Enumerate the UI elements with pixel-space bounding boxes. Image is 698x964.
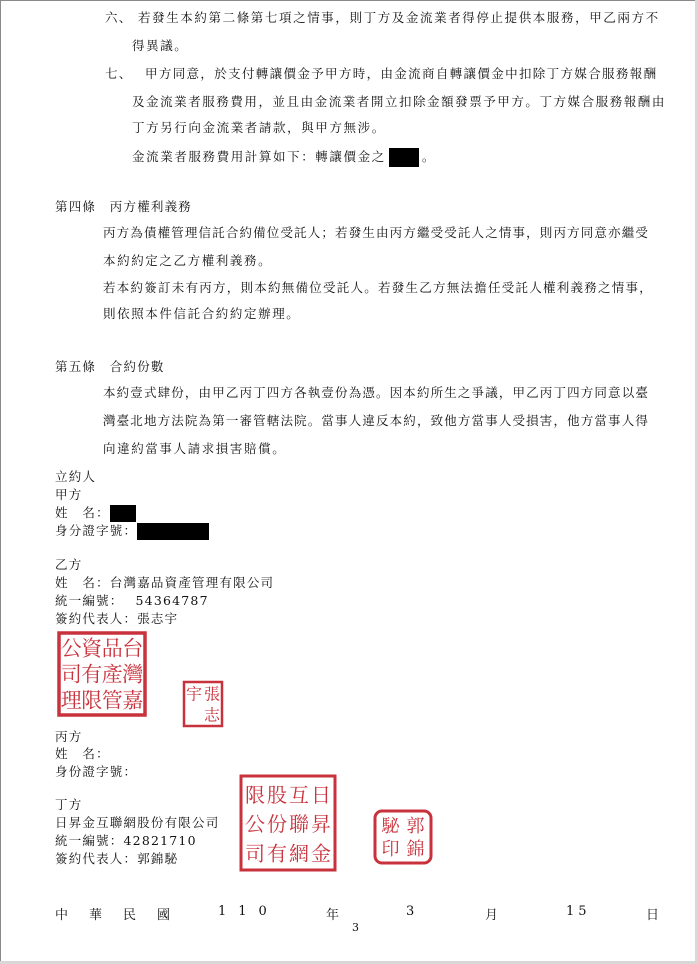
item6-number: 六、 — [105, 10, 133, 25]
party-a-name-label: 姓 名： — [55, 505, 110, 520]
item7-line: 丁方另行向金流業者請款，與甲方無涉。 — [132, 120, 386, 135]
seal-glyph: 駜 — [381, 815, 400, 837]
seal-glyph: 產 — [101, 662, 123, 687]
party-d-reg: 42821710 — [123, 833, 197, 848]
date-month: 3 — [406, 904, 415, 919]
party-d-reg-label: 統一編號： — [55, 833, 124, 848]
party-a-label: 甲方 — [55, 487, 83, 502]
seal-glyph: 網 — [289, 841, 309, 866]
seal-glyph: 股 — [267, 782, 287, 807]
party-b-rep-label: 簽約代表人： — [55, 611, 138, 626]
article4-text-line: 若本約簽訂未有丙方，則本約無備位受託人。若發生乙方無法擔任受託人權利義務之情事， — [103, 280, 654, 295]
date-day-unit: 日 — [646, 908, 660, 923]
seal-glyph: 理 — [60, 688, 82, 713]
seal-glyph: 錦 — [406, 838, 425, 860]
item7-line: 甲方同意，於支付轉讓價金予甲方時，由金流商自轉讓價金中扣除丁方媒合服務報酬 — [145, 66, 658, 81]
party-a-id-label: 身分證字號： — [55, 523, 138, 538]
article5-heading: 第五條 合約份數 — [55, 359, 165, 374]
date-month-unit: 月 — [485, 908, 499, 923]
seal-glyph: 份 — [267, 812, 287, 837]
seal-glyph: 有 — [81, 662, 103, 687]
seal-glyph: 日 — [311, 782, 331, 807]
date-year: 110 — [218, 904, 279, 919]
signatories-title: 立約人 — [55, 469, 97, 484]
seal-glyph: 灣 — [122, 662, 144, 687]
seal-glyph: 互 — [289, 782, 309, 807]
seal-glyph: 公 — [245, 812, 265, 837]
party-b-name-label: 姓 名： — [55, 575, 110, 590]
item7-line: 及金流業者服務費用，並且由金流業者開立扣除金額發票予甲方。丁方媒合服務報酬由 — [132, 94, 666, 109]
date-era: 中 華 民 國 — [55, 908, 175, 923]
party-b-name-row — [55, 575, 274, 591]
item6-line: 若發生本約第二條第七項之情事，則丁方及金流業者得停止提供本服務，甲乙兩方不 — [138, 10, 660, 25]
seal-glyph: 金 — [311, 841, 331, 866]
seal-glyph: 印 — [381, 838, 400, 860]
party-d-rep-label: 簽約代表人： — [55, 851, 138, 866]
party-b-reg-row — [55, 593, 209, 609]
party-b-reg: 54364787 — [135, 593, 209, 608]
redaction-box — [110, 505, 136, 522]
item6-line: 得異議。 — [132, 38, 189, 53]
seal-glyph: 品 — [101, 636, 123, 661]
article5-text-line: 本約壹式肆份，由甲乙丙丁四方各執壹份為憑。因本約所生之爭議，甲乙丙丁四方同意以臺 — [103, 385, 650, 400]
seal-glyph: 台 — [122, 636, 144, 661]
party-c-id-label: 身份證字號： — [55, 764, 138, 779]
party-d-rep-row — [55, 851, 178, 867]
redaction-box — [389, 148, 419, 167]
seal-glyph: 司 — [60, 662, 82, 687]
party-b-rep-seal — [182, 680, 224, 728]
party-a-name-row — [55, 505, 136, 522]
article4-text-line: 本約約定之乙方權利義務。 — [103, 253, 273, 268]
party-d-name: 日昇金互聯網股份有限公司 — [55, 815, 220, 830]
seal-glyph: 嘉 — [122, 688, 144, 713]
date-day: 15 — [566, 904, 591, 919]
seal-glyph: 宇 — [185, 684, 203, 704]
seal-glyph: 昇 — [311, 812, 331, 837]
seal-glyph: 郭 — [406, 815, 425, 837]
redaction-box — [137, 523, 209, 540]
party-d-company-seal — [238, 773, 338, 873]
fee-line-end: 。 — [421, 149, 436, 164]
party-b-company-seal — [56, 630, 148, 718]
party-b-name: 台灣嘉品資產管理有限公司 — [109, 575, 275, 590]
seal-glyph: 資 — [81, 636, 103, 661]
article4-text-line: 則依照本件信託合約約定辦理。 — [103, 306, 301, 321]
article4-text-line: 丙方為債權管理信託合約備位受託人；若發生由丙方繼受受託人之情事，則丙方同意亦繼受 — [103, 225, 650, 240]
party-b-label: 乙方 — [55, 557, 83, 572]
article5-text-line: 向違約當事人請求損害賠償。 — [103, 441, 287, 456]
seal-glyph: 限 — [81, 688, 103, 713]
party-a-id-row — [55, 523, 209, 540]
party-d-reg-row — [55, 833, 197, 849]
article4-heading: 第四條 丙方權利義務 — [55, 199, 193, 214]
party-c-name-label: 姓 名： — [55, 746, 110, 761]
party-b-rep-row — [55, 611, 178, 627]
party-b-reg-label: 統一編號： — [55, 593, 124, 608]
item7-number: 七、 — [105, 66, 133, 81]
page-number: 3 — [352, 921, 361, 934]
party-d-rep: 郭錦駜 — [137, 851, 179, 866]
seal-glyph: 限 — [245, 782, 265, 807]
seal-glyph: 聯 — [289, 812, 309, 837]
article5-text-line: 灣臺北地方法院為第一審管轄法院。當事人違反本約，致他方當事人受損害，他方當事人得 — [103, 413, 650, 428]
date-year-unit: 年 — [326, 908, 340, 923]
party-c-label: 丙方 — [55, 729, 83, 744]
seal-glyph: 志 — [203, 705, 221, 725]
fee-line — [132, 148, 436, 167]
seal-glyph: 公 — [60, 636, 82, 661]
seal-glyph: 司 — [245, 841, 265, 866]
seal-glyph: 管 — [101, 688, 123, 713]
party-d-rep-seal — [372, 808, 434, 866]
fee-line-text: 金流業者服務費用計算如下：轉讓價金之 — [132, 149, 386, 164]
party-d-label: 丁方 — [55, 797, 83, 812]
seal-glyph: 有 — [267, 841, 287, 866]
party-b-rep: 張志宇 — [137, 611, 179, 626]
seal-glyph: 張 — [203, 684, 221, 704]
